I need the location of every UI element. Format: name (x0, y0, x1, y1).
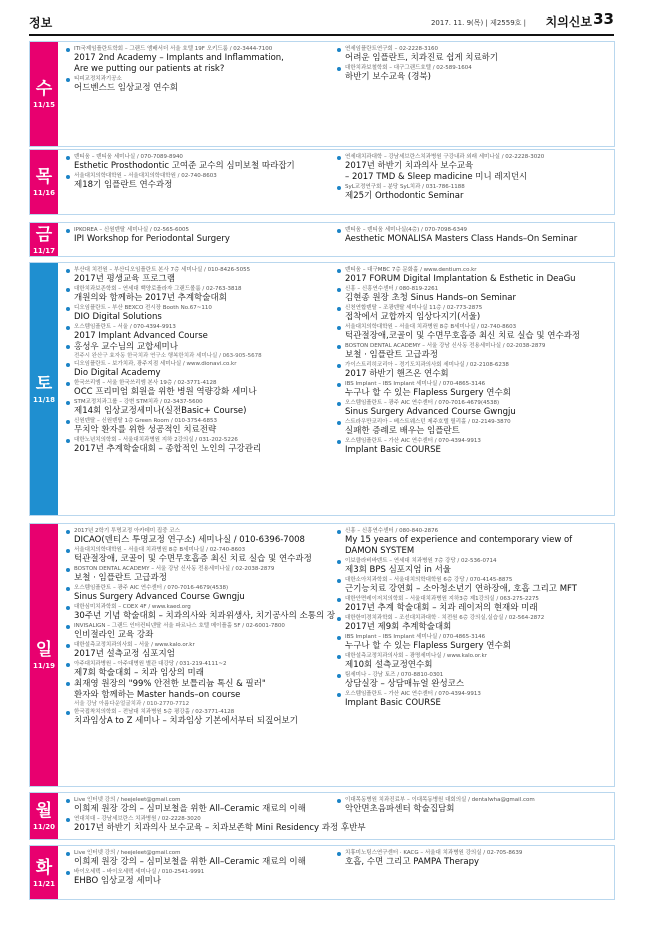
event-title: 2017년 설측교정 심포지엄 (74, 649, 175, 659)
event-item[interactable] (66, 815, 366, 834)
day-label: 수 (35, 79, 53, 99)
day-row-mon (29, 792, 615, 840)
event-item[interactable] (337, 418, 612, 437)
day-row-sun (29, 523, 615, 787)
event-organizer: 오스템임플란트 – 광주 AIC 연수센터 / 070-7016-4679(4538) (345, 400, 500, 406)
day-tab (30, 793, 58, 839)
event-item[interactable] (337, 342, 612, 361)
event-title: Esthetic Prosthodontic 고여준 교수의 심미보철 따라잡기 (74, 161, 295, 171)
section-title: 정보 (29, 16, 53, 30)
event-organizer: 스트라우만코리아 – 베스트웨스턴 제주호텔 릴리홀 / 02-2149-3870 (345, 419, 511, 425)
event-item[interactable] (66, 417, 336, 436)
day-tab (30, 263, 58, 515)
event-organizer: 대한안면레이저치의학회 – 서울대치과병원 지하3층 제1강의실 / 063-275-2275 (345, 596, 539, 602)
event-item[interactable] (66, 679, 336, 708)
event-column-right (337, 226, 612, 245)
event-column-left (66, 849, 336, 887)
event-column-right (337, 45, 612, 83)
event-column-right (337, 527, 612, 709)
event-organizer: BOSTON DENTAL ACADEMY – 서울 강남 신사동 전용세미나실 / 02-2038-2879 (74, 566, 275, 572)
day-date: 11/15 (32, 101, 56, 109)
event-title: 보철 · 임플란트 고급과정 (345, 350, 438, 360)
event-column-left (66, 796, 366, 834)
event-title: 홍성우 교수님의 교합세미나 (74, 342, 178, 352)
event-item[interactable] (337, 595, 612, 614)
event-organizer: 연세대치과대학 – 강남세브란스치과병원 구강내과 외래 세미나실 / 02-2228-3020 (345, 154, 545, 160)
event-organizer: 신흥 – 신흥연수센터 / 080-819-2261 (345, 286, 439, 292)
day-label: 월 (35, 801, 53, 821)
event-organizer: 오스템임플란트 – 가산 AIC 연수센터 / 070-4394-9913 (345, 691, 481, 697)
event-column-right (337, 849, 612, 868)
event-item[interactable] (337, 557, 612, 576)
event-item[interactable] (66, 75, 336, 94)
event-organizer: ITI국제임플란트학회 – 그랜드 앰배서더 서울 호텔 19F 오키드룸 / 02-3444-7100 (74, 46, 273, 52)
event-item[interactable] (66, 304, 336, 323)
event-title: 인비절라인 교육 강좌 (74, 630, 154, 640)
event-title: IPI Workshop for Periodontal Surgery (74, 234, 230, 244)
event-title: OCC 프리미엄 회원을 위한 병원 역량강화 세미나 (74, 387, 257, 397)
event-title: 근기능치료 강연회 – 소아청소년기 연하장애, 호흡 그리고 MFT (345, 584, 577, 594)
event-item[interactable] (66, 398, 336, 417)
event-item[interactable] (66, 436, 336, 455)
event-item[interactable] (66, 708, 336, 727)
event-title: 김현종 원장 초청 Sinus Hands–on Seminar (345, 293, 516, 303)
event-title: 실패한 증례로 배우는 임플란트 (345, 426, 460, 436)
event-venue: 전주시 완산구 효자동 한국치과 연구소 행복한치과 세미나실 / 063-905-5678 (74, 353, 262, 359)
event-organizer: 대한소아치과학회 – 서울대치의학대학원 6층 강당 / 070-4145-8875 (345, 577, 513, 583)
event-item[interactable] (66, 285, 336, 304)
event-item[interactable] (337, 576, 612, 595)
event-organizer: 아주대치과병원 – 아주대병원 별관 대강당 / 031-219-4111~2 (74, 661, 227, 667)
event-organizer: 대한노년치의학회 – 서울대치과병원 지하 2강의실 / 031-202-5226 (74, 437, 238, 443)
event-title: 제7회 학술대회 – 치과 임상의 미래 (74, 668, 204, 678)
event-title: DIO Digital Solutions (74, 312, 162, 322)
event-title: 이희제 원장 강의 – 심미보철을 위한 All–Ceramic 재료의 이해 (74, 804, 306, 814)
event-item[interactable] (66, 622, 336, 641)
event-title: 호흡, 수면 그리고 PAMPA Therapy (345, 857, 480, 867)
issue-date: 2017. 11. 9(목) | 제2559호 | (430, 19, 526, 27)
event-organizer: INVISALIGN – 그랜드 인터컨티넨탈 서울 파르나스 호텔 메이플홀 5F / 02-6001-7800 (74, 623, 285, 629)
publication-name: 치의신보 (545, 15, 592, 29)
event-organizer: 한국쓰리엠 – 서울 한국쓰리엠 본사 19층 / 02-3771-4128 (74, 380, 217, 386)
event-item[interactable] (337, 183, 612, 202)
event-organizer: 치휴미노팅스연구센터 · KACG – 서울대 치과병원 강의실 / 02-705-8639 (345, 850, 523, 856)
event-title: Aesthetic MONALISA Masters Class Hands–On Seminar (345, 234, 578, 244)
day-label: 목 (35, 167, 53, 187)
event-item[interactable] (337, 690, 612, 709)
event-organizer: STM교정치과그룹 – 강변 STM치과 / 02-3437-5600 (74, 399, 203, 405)
event-column-right (337, 153, 612, 202)
event-title: 2017 FORUM Digital Implantation & Esthetic in DeaGu (345, 274, 576, 284)
event-item[interactable] (337, 614, 612, 633)
event-item[interactable] (66, 565, 336, 584)
day-tab (30, 524, 58, 786)
event-organizer: 2017년 2학기 투명교정 아카데미 집중 코스 (74, 528, 180, 534)
event-organizer: 대한설측교정치과의사회 – 서울 / www.kalo.or.kr (74, 642, 195, 648)
event-title: 치과임상A to Z 세미나 – 치과임상 기본에서부터 되짚어보기 (74, 716, 298, 726)
event-title: 상담실장 – 상담매뉴얼 완성코스 (345, 679, 465, 689)
event-item[interactable] (337, 796, 612, 815)
day-label: 일 (35, 640, 53, 660)
event-item[interactable] (66, 226, 336, 245)
event-title: Sinus Surgery Advanced Course Gwngju (74, 592, 245, 602)
event-organizer: 신천연합덴탈 – 조광덴탈 세미나실 11층 / 02-773-2875 (345, 305, 483, 311)
event-title: 접착에서 교합까지 임상다지기(서울) (345, 312, 481, 322)
day-label: 화 (35, 857, 53, 878)
day-date: 11/20 (32, 823, 56, 831)
event-organizer: 연세임플란트연구회 – 02-2228-3160 (345, 46, 439, 52)
event-organizer: SyL교정연구회 – 분당 SyL치과 / 031-786-1188 (345, 184, 465, 190)
event-title: Dio Digital Academy (74, 368, 161, 378)
event-organizer: 바이오세텍 – 바이오세텍 세미나실 / 010-2541-9991 (74, 869, 205, 875)
event-item[interactable] (337, 399, 612, 418)
event-item[interactable] (66, 360, 336, 379)
page-header (29, 8, 614, 36)
event-title: Implant Basic COURSE (345, 445, 441, 455)
event-organizer: IBS Implant – IBS Implant 세미나실 / 070-4865-3146 (345, 634, 486, 640)
event-item[interactable] (66, 660, 336, 679)
event-item[interactable] (337, 361, 612, 380)
event-organizer: 덴티움 – 덴티움 세미나실 / 070-7089-8940 (74, 154, 183, 160)
event-item[interactable] (337, 64, 612, 83)
event-item[interactable] (337, 153, 612, 183)
event-item[interactable] (337, 380, 612, 399)
event-organizer: 서울대치의학대학원 – 서울대 치과병원 8층 B세미나실 / 02-740-8603 (345, 324, 517, 330)
event-item[interactable] (337, 285, 612, 304)
event-item[interactable] (337, 652, 612, 671)
event-item[interactable] (337, 849, 612, 868)
event-organizer: 한국접착치의학회 – 전남대 치과병원 5층 평강홀 / 02-3771-4128 (74, 709, 235, 715)
day-row-fri (29, 222, 615, 257)
event-title: 2017년 평생교육 프로그램 (74, 274, 175, 284)
event-organizer: 오스템임플란트 – 가산 AIC 연수센터 / 070-4394-9913 (345, 438, 481, 444)
day-row-thu (29, 149, 615, 215)
event-organizer: 디오임플란트 – 보가치과, 광주지점 세미나실 / www.dionavi.co.kr (74, 361, 237, 367)
event-title: 턱관절장애, 코골이 및 수면무호흡증 최신 치료 실습 및 연수과정 (74, 554, 312, 564)
event-item[interactable] (66, 527, 336, 546)
event-organizer: 이보클라비바덴트 – 연세대 치과병원 7층 강당 / 02-536-0714 (345, 558, 497, 564)
event-title: 턱관절장애,코골이 및 수면무호흡증 최신 치료 실습 및 연수과정 (345, 331, 581, 341)
event-title: 어드벤스드 임상교정 연수회 (74, 83, 178, 93)
event-organizer: 대한설측교정치과의사회 – 광명세미나실 / www.kalo.or.kr (345, 653, 487, 659)
event-item[interactable] (66, 342, 336, 360)
event-title: 2017년 추계학술대회 – 종합적인 노인의 구강관리 (74, 444, 262, 454)
event-organizer: 대한한미경치과학회 – 조선대치과대학 · 치전원 6층 강의실,실습실 / 02-564-2872 (345, 615, 545, 621)
day-label: 토 (35, 374, 53, 394)
event-item[interactable] (66, 172, 336, 191)
day-tab (30, 846, 58, 899)
event-item[interactable] (66, 45, 336, 75)
day-tab (30, 150, 58, 214)
event-column-right (337, 796, 612, 815)
event-title: 누구나 할 수 있는 Flapless Surgery 연수회 (345, 641, 511, 651)
event-title: DAMON SYSTEM (345, 546, 415, 556)
event-column-left (66, 153, 336, 191)
event-item[interactable] (66, 266, 336, 285)
event-title: 2017 Implant Advanced Course (74, 331, 208, 341)
event-item[interactable] (337, 226, 612, 245)
event-title: – 2017 TMD & Sleep madicine 미니 레지던시 (345, 172, 528, 182)
event-organizer: 티피교정치과기공소 (74, 76, 122, 82)
event-title: 무치악 환자를 위한 성공적인 치료전략 (74, 425, 217, 435)
event-organizer: 팀세미나 – 강남 토즈 / 070-8810-0301 (345, 672, 444, 678)
day-label: 금 (35, 224, 53, 245)
event-item[interactable] (66, 603, 336, 622)
event-title: 2017년 제9회 추계학술대회 (345, 622, 452, 632)
day-date: 11/17 (32, 246, 56, 255)
event-organizer: 대한치과보철학회 – 대구그랜드호텔 / 02-589-1604 (345, 65, 472, 71)
event-title: 2017 하반기 핸즈온 연수회 (345, 369, 449, 379)
day-date: 11/19 (32, 662, 56, 670)
event-organizer: 부산대 치전원 – 부산디오임플란트 본사 7층 세미나실 / 010-8426-5055 (74, 267, 251, 273)
page-number: 33 (593, 10, 614, 28)
event-item[interactable] (66, 868, 336, 887)
event-item[interactable] (337, 304, 612, 323)
event-item[interactable] (66, 584, 336, 603)
event-organizer: 신흥 – 신흥연수센터 / 080-840-2876 (345, 528, 439, 534)
event-title: 제3회 BPS 심포지엄 in 서울 (345, 565, 452, 575)
event-title: My 15 years of experience and contemporary view of (345, 535, 573, 545)
event-column-right (337, 266, 612, 456)
event-organizer: IBS Implant – IBS Implant 세미나실 / 070-4865-3146 (345, 381, 486, 387)
header-rule (29, 34, 614, 36)
day-row-tue (29, 845, 615, 900)
event-title: 하반기 보수교육 (경북) (345, 72, 431, 82)
event-organizer: 오스템임플란트 – 광주 AIC 연수센터 / 070-7016-4679(4538) (74, 585, 229, 591)
event-title: 제25기 Orthodontic Seminar (345, 191, 464, 201)
event-title: 제10회 설측교정연수회 (345, 660, 433, 670)
day-date: 11/21 (32, 879, 56, 888)
event-item[interactable] (337, 671, 612, 690)
event-item[interactable] (66, 546, 336, 565)
event-item[interactable] (337, 45, 612, 64)
event-title: 2017년 추계 학술대회 – 치과 레이저의 현재와 미래 (345, 603, 538, 613)
event-organizer: Live 인터넷 강의 / heejeleet@gmail.com (74, 850, 181, 856)
event-title: 2017 2nd Academy – Implants and Inflammation, (74, 53, 284, 63)
event-organizer: 덴티움 – 대구MBC 7층 문화홀 / www.dentium.co.kr (345, 267, 477, 273)
day-tab (30, 223, 58, 256)
event-title: 제18기 임플란트 연수과정 (74, 180, 173, 190)
event-organizer: 이대목동병원 치과진료부 – 이대목동병원 대회의실 / dentalwha@gmail.com (345, 797, 535, 803)
event-column-left (66, 45, 336, 94)
event-item[interactable] (66, 849, 336, 868)
event-title: 2017년 하반기 치과의사 보수교육 – 치과보존학 Mini Residency 과정 후반부 (74, 823, 366, 833)
event-title: 개원의와 함께하는 2017년 추계학술대회 (74, 293, 227, 303)
event-organizer: 오스템임플란트 – 서울 / 070-4394-9913 (74, 324, 176, 330)
day-row-wed (29, 41, 615, 147)
event-title: DICAO(덴티스 투명교정 연구소) 세미나실 / 010-6396-7008 (74, 535, 305, 545)
event-title: 2017년 하반기 치과의사 보수교육 (345, 161, 474, 171)
event-organizer: 서울대치의학대학원 – 서울대 치과병원 8층 B세미나실 / 02-740-8603 (74, 547, 246, 553)
event-organizer: 서울대치의학대학원 – 서울대치의학대학원 / 02-740-8603 (74, 173, 217, 179)
event-column-left (66, 226, 336, 245)
event-title: 보철 · 임플란트 고급과정 (74, 573, 167, 583)
event-column-left (66, 266, 336, 455)
event-item[interactable] (66, 153, 336, 172)
event-item[interactable] (337, 437, 612, 456)
event-title: 제14회 임상교정세미나(실전Basic+ Course) (74, 406, 247, 416)
event-organizer: BOSTON DENTAL ACADEMY – 서울 강남 신사동 전용세미나실 / 02-2038-2879 (345, 343, 546, 349)
event-organizer: Live 인터넷 강의 / heejeleet@gmail.com (74, 797, 181, 803)
event-organizer: 대한심미치과학회 – COEX 4F / www.kaed.org (74, 604, 191, 610)
day-row-sat (29, 262, 615, 516)
event-organizer: 디오임플란트 – 부산 BEXCO 전시장 Booth No.67~110 (74, 305, 212, 311)
event-item[interactable] (66, 641, 336, 660)
event-title: Sinus Surgery Advanced Course Gwngju (345, 407, 516, 417)
event-venue: 서울 강남 아름다운얼굴치과 / 010-2770-7712 (74, 701, 190, 707)
event-item[interactable] (66, 379, 336, 398)
event-title: 30주년 기념 학술대회 – 치과의사와 치과위생사, 치기공사의 소통의 장 (74, 611, 336, 621)
event-title: 악안면초음파센터 학술집담회 (345, 804, 455, 814)
day-date: 11/18 (32, 396, 56, 404)
event-organizer: 가이스트리히코리아 – 경기도치과의사회 세미나실 / 02-2108-6238 (345, 362, 509, 368)
event-organizer: 신원덴탈 – 신원덴탈 1층 Green Room / 010-3754-6853 (74, 418, 217, 424)
event-title: 어려운 임플란트, 치과진료 쉽게 치료하기 (345, 53, 499, 63)
day-date: 11/16 (32, 189, 56, 197)
event-column-left (66, 527, 336, 727)
event-title: 환자와 함께하는 Master hands–on course (74, 690, 241, 700)
event-title: Are we putting our patients at risk? (74, 64, 225, 74)
event-title: EHBO 임상교정 세미나 (74, 876, 162, 886)
event-item[interactable] (337, 266, 612, 285)
event-title: 누구나 할 수 있는 Flapless Surgery 연수회 (345, 388, 511, 398)
event-title: Implant Basic COURSE (345, 698, 441, 708)
event-item[interactable] (66, 796, 336, 815)
event-organizer: 덴티움 – 덴티움 세미나실(4층) / 070-7098-6349 (345, 227, 468, 233)
event-title: 최재영 원장의 "99% 안전한 보틀리늄 톡신 & 필러" (74, 679, 266, 689)
event-item[interactable] (337, 323, 612, 342)
event-item[interactable] (337, 527, 612, 557)
event-organizer: 연대치대 – 강남세브란스 치과병원 / 02-2228-3020 (74, 816, 201, 822)
event-organizer: IPKOREA – 신원덴탈 세미나실 / 02-565-6005 (74, 227, 189, 233)
event-organizer: 대한치과보존학회 – 연세대 백양로플라자 그랜드볼룸 / 02-763-3818 (74, 286, 242, 292)
event-item[interactable] (66, 323, 336, 342)
event-item[interactable] (337, 633, 612, 652)
day-tab (30, 42, 58, 146)
event-title: 이희제 원장 강의 – 심미보철을 위한 All–Ceramic 재료의 이해 (74, 857, 306, 867)
